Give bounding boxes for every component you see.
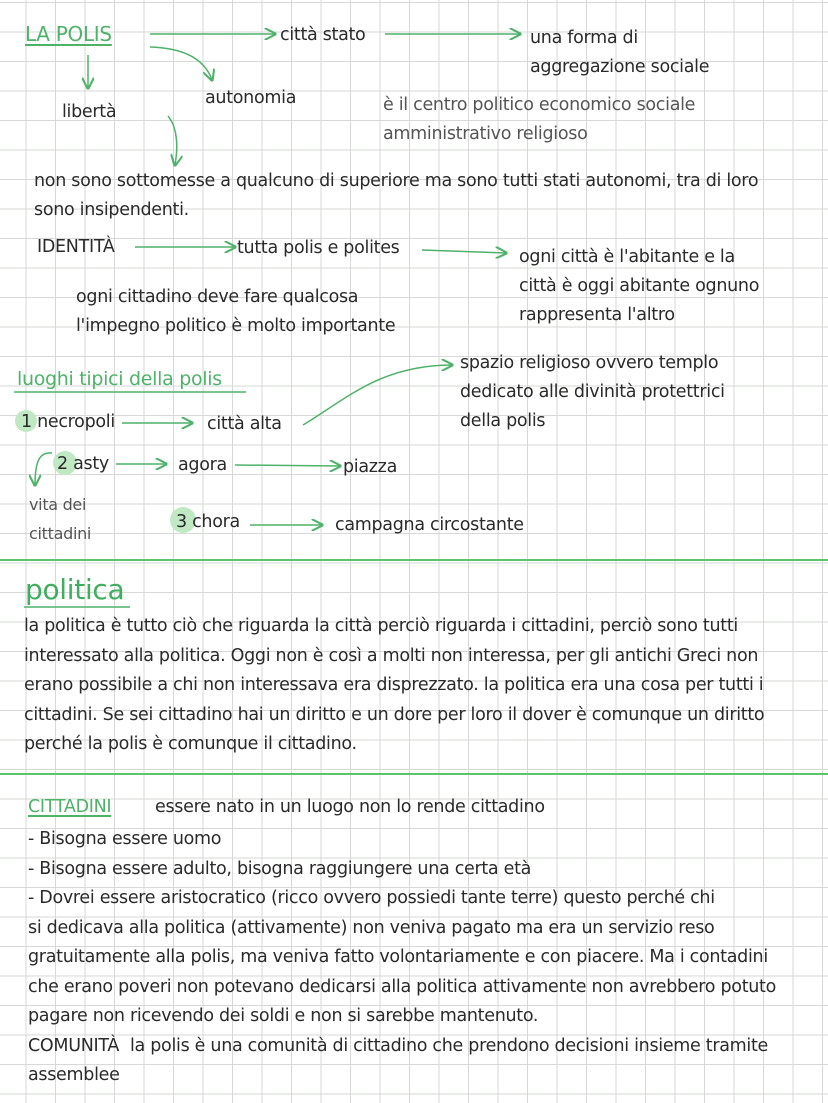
text-vita-2: cittadini xyxy=(29,524,92,543)
cittadini-line: gratuitamente alla polis, ma veniva fatto volontariamente e con piacere. Ma i contadini xyxy=(28,947,768,967)
text-forma-1: una forma di xyxy=(530,28,638,48)
item-chora: 3 chora xyxy=(176,512,240,532)
arrow-agora-piazza xyxy=(235,465,340,466)
text-abitante-3: rappresenta l'altro xyxy=(519,305,675,325)
item-asty: 2 asty xyxy=(57,454,109,474)
cittadini-line: - Bisogna essere adulto, bisogna raggiungere una certa età xyxy=(28,858,532,879)
cittadini-line: si dedicava alla politica (attivamente) non veniva pagato ma era un servizio reso xyxy=(28,917,715,938)
politica-line: la politica è tutto ciò che riguarda la città perciò riguarda i cittadini, perciò sono tutti xyxy=(24,616,738,636)
text-abitante-2: città è oggi abitante ognuno xyxy=(519,276,760,296)
text-citta-stato: città stato xyxy=(280,25,366,45)
text-centro-1: è il centro politico economico sociale xyxy=(383,95,696,115)
cittadini-paragraph xyxy=(28,825,776,1032)
text-comunita-2: assemblee xyxy=(28,1065,120,1085)
text-identita: IDENTITÀ xyxy=(37,237,115,257)
text-campagna: campagna circostante xyxy=(335,515,524,535)
cittadini-line: - Bisogna essere uomo xyxy=(28,829,222,849)
section-divider-1 xyxy=(0,559,828,561)
text-autonomia: autonomia xyxy=(205,88,297,108)
politica-line: cittadini. Se sei cittadino hai un diritto e un dore per loro il dover è comunque un diritto xyxy=(24,704,765,725)
text-vita-1: vita dei xyxy=(29,495,87,514)
text-liberta: libertà xyxy=(62,102,117,122)
title-politica: politica xyxy=(25,573,125,606)
cittadini-line: pagare non ricevendo dei soldi e non si sarebbe mantenuto. xyxy=(28,1006,539,1026)
text-comunita-1: la polis è una comunità di cittadino che prendono decisioni insieme tramite xyxy=(130,1036,768,1056)
arrow-autonomia-down xyxy=(168,116,177,165)
text-polis-polites: tutta polis e polites xyxy=(237,238,400,258)
text-sottomesse-2: sono insipendenti. xyxy=(34,200,189,220)
text-forma-2: aggregazione sociale xyxy=(530,57,710,77)
text-spazio-2: dedicato alle divinità protettrici xyxy=(460,382,725,402)
cittadini-line: che erano poveri non potevano dedicarsi alla politica attivamente non avrebbero potuto xyxy=(28,976,777,997)
text-spazio-1: spazio religioso ovvero templo xyxy=(460,353,719,373)
text-cittadini-intro: essere nato in un luogo non lo rende cittadino xyxy=(155,797,545,817)
text-centro-2: amministrativo religioso xyxy=(383,124,588,144)
arrow-polis-abitante xyxy=(422,250,506,253)
text-spazio-3: della polis xyxy=(460,411,546,431)
politica-line: perché la polis è comunque il cittadino. xyxy=(24,734,357,754)
politica-paragraph xyxy=(24,612,764,760)
title-la-polis: LA POLIS xyxy=(25,22,112,46)
arrow-polis-autonomia xyxy=(150,47,212,80)
text-cittadino-1: ogni cittadino deve fare qualcosa xyxy=(76,287,359,307)
text-agora: agora xyxy=(178,455,227,475)
title-luoghi-tipici: luoghi tipici della polis xyxy=(17,368,222,390)
arrow-alta-spazio xyxy=(303,365,452,425)
text-cittadino-2: l'impegno politico è molto importante xyxy=(76,316,396,336)
section-divider-2 xyxy=(0,773,828,775)
cittadini-line: - Dovrei essere aristocratico (ricco ovvero possiedi tante terre) questo perché chi xyxy=(28,888,715,908)
text-sottomesse-1: non sono sottomesse a qualcuno di superiore ma sono tutti stati autonomi, tra di loro xyxy=(34,171,759,191)
arrow-asty-vita xyxy=(35,453,52,485)
label-comunita: COMUNITÀ xyxy=(28,1036,120,1056)
politica-line: erano possibile a chi non interessava era disprezzato. la politica era una cosa per tutti i xyxy=(24,675,764,695)
text-abitante-1: ogni città è l'abitante e la xyxy=(519,247,735,267)
politica-line: interessato alla politica. Oggi non è così a molti non interessa, per gli antichi Greci non xyxy=(24,645,759,666)
title-cittadini: CITTADINI xyxy=(28,797,112,817)
text-piazza: piazza xyxy=(343,457,397,477)
item-necropoli: 1 necropoli xyxy=(21,412,115,432)
text-citta-alta: città alta xyxy=(207,414,282,434)
